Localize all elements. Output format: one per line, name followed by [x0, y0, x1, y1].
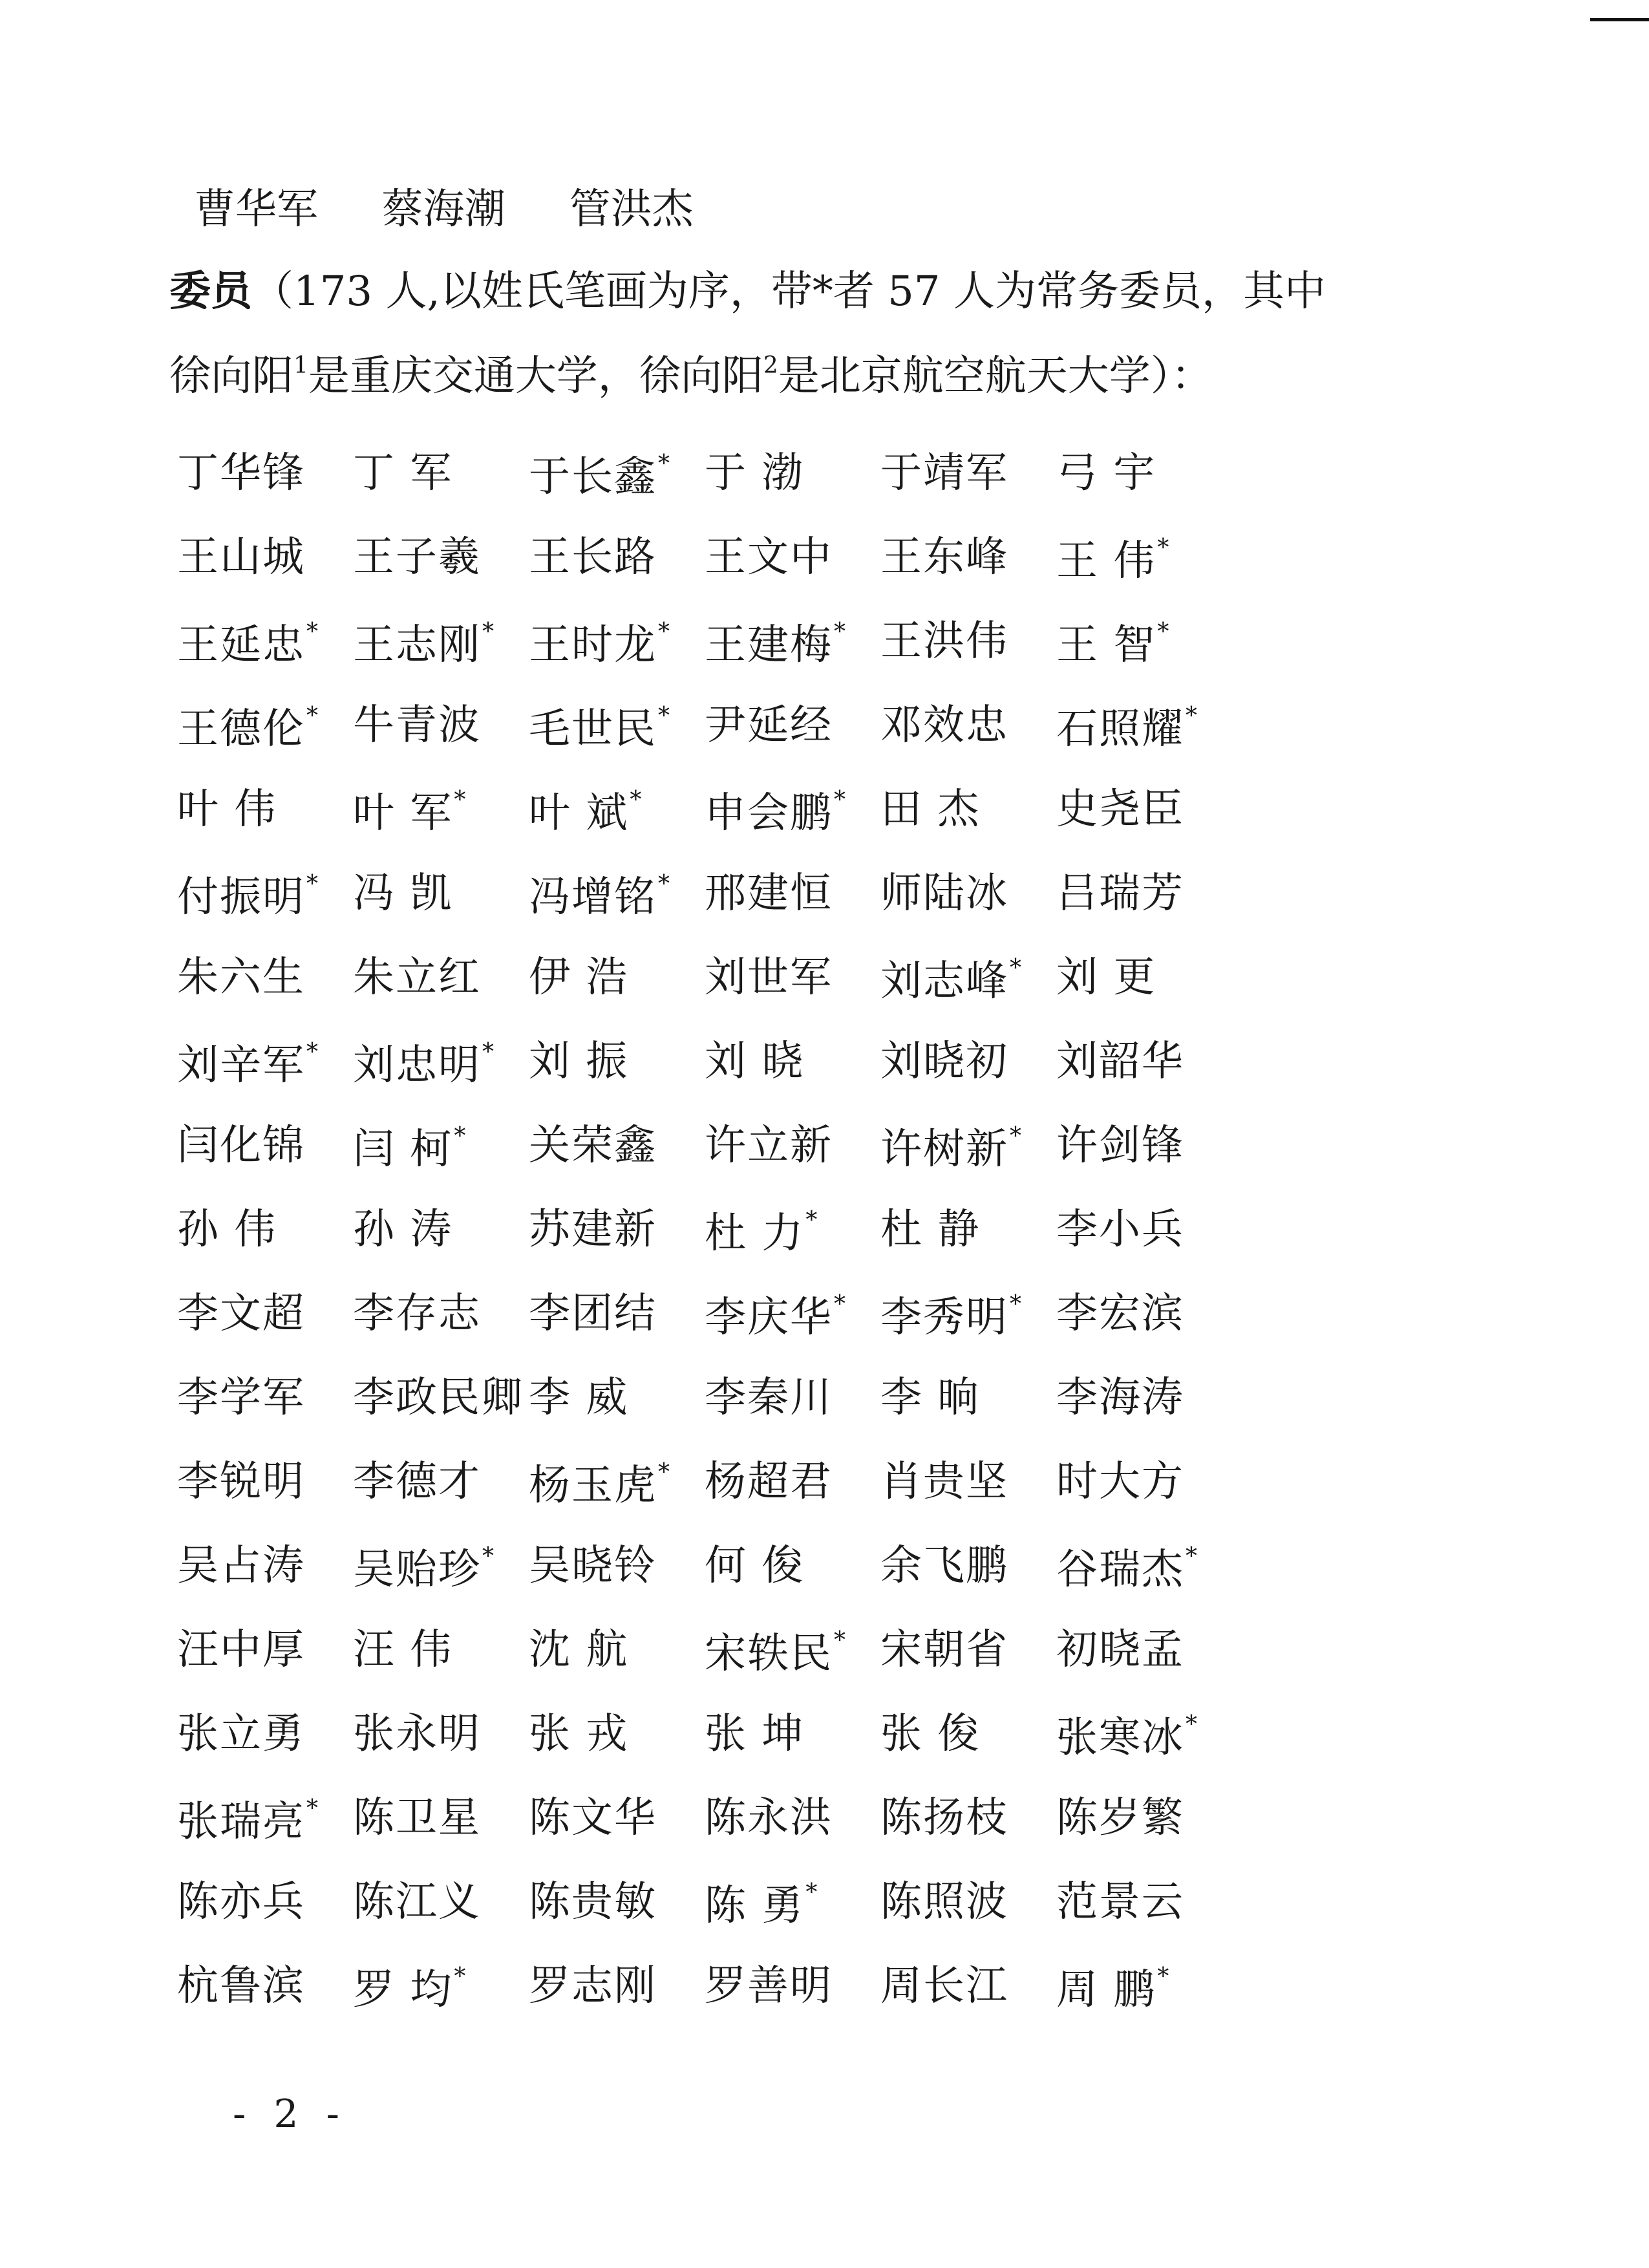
member-name: [1056, 1543, 1232, 1594]
member-name-text: 李 威: [529, 1374, 629, 1422]
member-name: [353, 1458, 529, 1506]
member-row: [177, 1878, 1405, 1933]
member-name: [1056, 954, 1232, 1001]
member-name-text: 丁 军: [353, 449, 453, 497]
member-name: [353, 1123, 529, 1173]
member-name-text: 孙 伟: [177, 1206, 277, 1254]
member-name-text: 刘晓初: [880, 1038, 1008, 1086]
member-name-text: 吴贻珍: [353, 1546, 481, 1594]
vice-chair-name: 蔡海潮: [381, 186, 506, 233]
member-name-text: 尹延经: [705, 701, 833, 749]
member-name-text: 陈岁繁: [1056, 1794, 1184, 1842]
member-name-text: 石照耀: [1056, 705, 1184, 753]
member-name: [880, 533, 1056, 581]
member-name: [529, 703, 705, 753]
member-name-text: 毛世民: [529, 705, 657, 753]
member-name-text: 王延忠: [177, 621, 305, 669]
member-name: [705, 1122, 880, 1170]
member-name-text: 刘 晓: [705, 1038, 805, 1086]
member-name: [177, 1878, 353, 1926]
member-name-text: 许立新: [705, 1122, 833, 1170]
member-name: [1056, 1626, 1232, 1674]
member-row: [177, 954, 1405, 1009]
member-name: [1056, 1290, 1232, 1338]
member-name-text: 李秦川: [705, 1374, 833, 1422]
member-name-text: 叶 军: [353, 789, 453, 837]
member-name: [529, 787, 705, 837]
member-name-text: 刘志峰: [880, 957, 1008, 1005]
member-name: [880, 1878, 1056, 1926]
member-name-text: 刘 振: [529, 1038, 629, 1086]
member-name: [1056, 1374, 1232, 1422]
member-name: [880, 955, 1056, 1005]
member-name-text: 宋轶民: [705, 1630, 833, 1678]
member-name: [880, 1962, 1056, 2010]
member-name: [177, 1626, 353, 1674]
member-name: [353, 1794, 529, 1842]
member-name: [1056, 1122, 1232, 1170]
member-name-text: 闫 柯: [353, 1126, 453, 1173]
standing-member-star: *: [454, 1963, 466, 1990]
standing-member-star: *: [306, 871, 318, 897]
member-name: [705, 787, 880, 837]
member-name-text: 李秀明: [880, 1294, 1008, 1342]
member-name: [529, 1878, 705, 1926]
member-row: [177, 1794, 1405, 1849]
member-name: [880, 1291, 1056, 1342]
member-name-text: 冯增铭: [529, 873, 657, 921]
vice-chair-line: [194, 186, 744, 233]
member-name: [880, 1374, 1056, 1422]
standing-member-star: *: [630, 787, 642, 813]
standing-member-star: *: [834, 1291, 846, 1318]
standing-member-star: *: [1157, 619, 1169, 645]
member-name-text: 伊 浩: [529, 954, 629, 1001]
member-name: [705, 533, 880, 581]
member-name-text: 李宏滨: [1056, 1290, 1184, 1338]
standing-member-star: *: [805, 1207, 818, 1234]
member-name-text: 苏建新: [529, 1206, 657, 1254]
standing-member-star: *: [834, 1627, 846, 1654]
member-name: [705, 1627, 880, 1678]
standing-member-star: *: [306, 619, 318, 645]
member-row: [177, 449, 1405, 504]
member-row: [177, 701, 1405, 756]
member-name-text: 周长江: [880, 1962, 1008, 2010]
member-row: [177, 1626, 1405, 1681]
standing-member-star: *: [482, 1543, 494, 1570]
member-name: [1056, 1963, 1232, 2014]
member-name: [1056, 703, 1232, 753]
standing-member-star: *: [658, 871, 670, 897]
member-name-text: 王山城: [177, 533, 305, 581]
member-name-text: 师陆冰: [880, 870, 1008, 917]
member-name-text: 孙 涛: [353, 1206, 453, 1254]
corner-rule: [1590, 18, 1649, 21]
member-row: [177, 617, 1405, 672]
member-row: [177, 1290, 1405, 1345]
member-name: [177, 954, 353, 1001]
member-name: [1056, 1458, 1232, 1506]
member-name: [353, 1039, 529, 1089]
member-name: [529, 1962, 705, 2010]
member-name-text: 吴占涛: [177, 1542, 305, 1590]
member-name: [880, 1542, 1056, 1590]
member-name: [1056, 1878, 1232, 1926]
member-name: [880, 1794, 1056, 1842]
member-name-text: 陈 勇: [705, 1882, 805, 1930]
member-name: [353, 619, 529, 669]
member-name-text: 肖贵坚: [880, 1458, 1008, 1506]
member-name: [880, 1626, 1056, 1674]
member-name-text: 刘韶华: [1056, 1038, 1184, 1086]
standing-member-star: *: [834, 619, 846, 645]
member-name-text: 王长路: [529, 533, 657, 581]
member-name-text: 罗 均: [353, 1966, 453, 2014]
member-name: [705, 1458, 880, 1506]
member-name: [705, 1794, 880, 1842]
member-name-text: 王建梅: [705, 621, 833, 669]
member-name: [353, 1626, 529, 1674]
member-name-text: 张瑞亮: [177, 1798, 305, 1846]
member-name: [177, 1122, 353, 1170]
standing-member-star: *: [658, 451, 670, 477]
member-name-text: 关荣鑫: [529, 1122, 657, 1170]
member-name: [353, 533, 529, 581]
standing-member-star: *: [306, 1039, 318, 1065]
member-row: [177, 1962, 1405, 2017]
member-name: [880, 786, 1056, 833]
member-name: [705, 701, 880, 749]
member-name: [529, 1122, 705, 1170]
member-name-text: 付振明: [177, 873, 305, 921]
member-name: [529, 1290, 705, 1338]
member-name: [1056, 619, 1232, 669]
member-row: [177, 1458, 1405, 1513]
member-name-text: 罗善明: [705, 1962, 833, 2010]
member-name: [353, 1290, 529, 1338]
member-name-text: 于长鑫: [529, 453, 657, 501]
member-name: [353, 449, 529, 497]
standing-member-star: *: [306, 703, 318, 729]
member-name-text: 李锐明: [177, 1458, 305, 1506]
member-name-text: 陈文华: [529, 1794, 657, 1842]
member-name-text: 杭鲁滨: [177, 1962, 305, 2010]
member-name-text: 王志刚: [353, 621, 481, 669]
standing-member-star: *: [1186, 703, 1197, 729]
member-name-text: 王子羲: [353, 533, 481, 581]
member-name: [705, 1207, 880, 1257]
member-name-text: 刘世军: [705, 954, 833, 1001]
member-name-text: 邓效忠: [880, 701, 1008, 749]
standing-member-star: *: [658, 703, 670, 729]
member-name: [880, 870, 1056, 917]
member-name: [705, 449, 880, 497]
member-name: [705, 1542, 880, 1590]
member-name: [880, 449, 1056, 497]
member-name: [353, 787, 529, 837]
member-name-text: 李团结: [529, 1290, 657, 1338]
member-name: [177, 619, 353, 669]
member-name-text: 宋朝省: [880, 1626, 1008, 1674]
member-name-text: 邢建恒: [705, 870, 833, 917]
member-name-text: 吕瑞芳: [1056, 870, 1184, 917]
member-name: [529, 1794, 705, 1842]
standing-member-star: *: [1157, 535, 1169, 561]
member-name-text: 何 俊: [705, 1542, 805, 1590]
member-name-text: 李海涛: [1056, 1374, 1184, 1422]
member-name: [1056, 1794, 1232, 1842]
member-name-text: 陈贵敏: [529, 1878, 657, 1926]
member-name-text: 杜 力: [705, 1210, 805, 1257]
member-row: [177, 1038, 1405, 1093]
member-name-text: 陈永洪: [705, 1794, 833, 1842]
superscript-2: 2: [763, 352, 778, 379]
member-row: [177, 1206, 1405, 1261]
member-name: [529, 1626, 705, 1674]
member-name: [880, 617, 1056, 665]
member-name-text: 王 智: [1056, 621, 1156, 669]
member-name: [705, 954, 880, 1001]
member-name-text: 陈照波: [880, 1878, 1008, 1926]
member-name-text: 朱立红: [353, 954, 481, 1001]
member-name: [880, 1458, 1056, 1506]
member-name: [705, 1879, 880, 1930]
member-name-text: 范景云: [1056, 1878, 1184, 1926]
vice-chair-name: 曹华军: [194, 186, 318, 233]
member-name-text: 罗志刚: [529, 1962, 657, 2010]
member-name-text: 弓 宇: [1056, 449, 1156, 497]
member-name-text: 吴晓铃: [529, 1542, 657, 1590]
member-name-text: 陈亦兵: [177, 1878, 305, 1926]
standing-member-star: *: [482, 619, 494, 645]
member-name: [529, 619, 705, 669]
member-name-text: 沈 航: [529, 1626, 629, 1674]
member-name: [880, 1123, 1056, 1173]
member-name: [177, 1290, 353, 1338]
member-row: [177, 1374, 1405, 1429]
member-row: [177, 786, 1405, 840]
member-name-text: 申会鹏: [705, 789, 833, 837]
member-name: [705, 1962, 880, 2010]
standing-member-star: *: [1010, 955, 1021, 981]
member-name: [705, 1710, 880, 1758]
member-name-text: 陈扬枝: [880, 1794, 1008, 1842]
member-name-text: 许树新: [880, 1126, 1008, 1173]
standing-member-star: *: [1010, 1291, 1021, 1318]
member-name-text: 张永明: [353, 1710, 481, 1758]
member-name: [880, 1206, 1056, 1254]
member-name: [880, 701, 1056, 749]
standing-member-star: *: [658, 1459, 670, 1486]
member-name-text: 杜 静: [880, 1206, 981, 1254]
standing-member-star: *: [454, 787, 466, 813]
member-name: [529, 451, 705, 501]
member-name: [177, 1374, 353, 1422]
member-name-text: 李存志: [353, 1290, 481, 1338]
member-name-text: 刘辛军: [177, 1042, 305, 1089]
member-name: [177, 871, 353, 921]
member-name: [177, 786, 353, 833]
member-name-text: 李德才: [353, 1458, 481, 1506]
member-name-text: 李学军: [177, 1374, 305, 1422]
member-name-text: 冯 凯: [353, 870, 453, 917]
member-name-text: 朱六生: [177, 954, 305, 1001]
member-name: [705, 1374, 880, 1422]
member-name-text: 李 晌: [880, 1374, 981, 1422]
member-name-text: 于靖军: [880, 449, 1008, 497]
member-name: [353, 701, 529, 749]
member-name-text: 王东峰: [880, 533, 1008, 581]
member-name: [705, 870, 880, 917]
standing-member-star: *: [658, 619, 670, 645]
member-name-text: 叶 斌: [529, 789, 629, 837]
member-name-text: 刘 更: [1056, 954, 1156, 1001]
member-name: [353, 1543, 529, 1594]
member-name: [177, 1795, 353, 1846]
members-intro-line-2: [169, 352, 1213, 400]
member-name: [880, 1710, 1056, 1758]
member-name: [1056, 870, 1232, 917]
member-name-text: 陈江义: [353, 1878, 481, 1926]
member-name: [529, 954, 705, 1001]
members-intro-text: （173 人,以姓氏笔画为序，带*者 57 人为常务委员，其中: [252, 268, 1326, 316]
member-name-text: 张寒冰: [1056, 1714, 1184, 1762]
member-name: [705, 1038, 880, 1086]
member-name-text: 丁华锋: [177, 449, 305, 497]
member-name: [177, 1542, 353, 1590]
member-name: [529, 1206, 705, 1254]
intro-text-middle: 是重庆交通大学，徐向阳: [308, 352, 763, 400]
member-name: [529, 1374, 705, 1422]
member-name: [177, 1962, 353, 2010]
member-row: [177, 533, 1405, 588]
member-name: [177, 533, 353, 581]
member-name: [177, 449, 353, 497]
member-name: [177, 1710, 353, 1758]
member-name-text: 田 杰: [880, 786, 981, 833]
member-name: [529, 1710, 705, 1758]
member-name: [529, 1459, 705, 1510]
standing-member-star: *: [805, 1879, 818, 1906]
superscript-1: 1: [293, 352, 308, 379]
member-name: [529, 1542, 705, 1590]
member-name-text: 李政民卿: [353, 1374, 524, 1422]
member-name: [1056, 1711, 1232, 1762]
members-intro-line-1: [169, 268, 1326, 316]
standing-member-star: *: [306, 1795, 318, 1822]
member-name-text: 刘忠明: [353, 1042, 481, 1089]
member-name: [177, 1039, 353, 1089]
member-name: [529, 871, 705, 921]
member-name: [177, 1458, 353, 1506]
member-name: [353, 1878, 529, 1926]
member-name: [1056, 1206, 1232, 1254]
member-name-text: 王 伟: [1056, 537, 1156, 585]
standing-member-star: *: [1186, 1711, 1197, 1738]
member-name-text: 时大方: [1056, 1458, 1184, 1506]
member-name: [353, 1374, 529, 1422]
intro-name-xu-1: 徐向阳: [169, 352, 293, 400]
member-name-text: 许剑锋: [1056, 1122, 1184, 1170]
member-name-text: 牛青波: [353, 701, 481, 749]
member-name-text: 王洪伟: [880, 617, 1008, 665]
member-name: [353, 870, 529, 917]
member-name-text: 李小兵: [1056, 1206, 1184, 1254]
member-name-text: 杨超君: [705, 1458, 833, 1506]
member-row: [177, 1542, 1405, 1597]
member-name-text: 李庆华: [705, 1294, 833, 1342]
page-number: - 2 -: [233, 2091, 347, 2137]
member-name-text: 张 戎: [529, 1710, 629, 1758]
member-name: [1056, 449, 1232, 497]
member-name-text: 王文中: [705, 533, 833, 581]
member-name-text: 汪中厚: [177, 1626, 305, 1674]
member-name-text: 闫化锦: [177, 1122, 305, 1170]
standing-member-star: *: [1157, 1963, 1169, 1990]
member-name: [353, 1710, 529, 1758]
member-name-text: 史尧臣: [1056, 786, 1184, 833]
standing-member-star: *: [834, 787, 846, 813]
member-name: [529, 533, 705, 581]
vice-chair-name: 管洪杰: [569, 186, 694, 233]
member-row: [177, 870, 1405, 925]
member-name: [1056, 1038, 1232, 1086]
standing-member-star: *: [1010, 1123, 1021, 1150]
standing-member-star: *: [454, 1123, 466, 1150]
member-name: [1056, 786, 1232, 833]
member-name: [177, 703, 353, 753]
member-name-text: 杨玉虎: [529, 1462, 657, 1510]
member-name-text: 余飞鹏: [880, 1542, 1008, 1590]
member-name: [1056, 535, 1232, 585]
intro-text-end: 是北京航空航天大学）：: [778, 352, 1213, 400]
standing-member-star: *: [1186, 1543, 1197, 1570]
member-name-text: 王时龙: [529, 621, 657, 669]
member-name: [353, 1963, 529, 2014]
member-name: [177, 1206, 353, 1254]
member-name-text: 汪 伟: [353, 1626, 453, 1674]
member-row: [177, 1710, 1405, 1765]
member-name: [880, 1038, 1056, 1086]
member-name-text: 初晓孟: [1056, 1626, 1184, 1674]
member-name-text: 李文超: [177, 1290, 305, 1338]
member-name-text: 谷瑞杰: [1056, 1546, 1184, 1594]
member-name-text: 王德伦: [177, 705, 305, 753]
member-name-text: 陈卫星: [353, 1794, 481, 1842]
members-heading: 委员: [169, 268, 252, 316]
member-name: [353, 1206, 529, 1254]
member-name: [705, 1291, 880, 1342]
member-name-text: 周 鹏: [1056, 1966, 1156, 2014]
member-name-text: 叶 伟: [177, 786, 277, 833]
member-name-text: 张立勇: [177, 1710, 305, 1758]
member-name-text: 于 渤: [705, 449, 805, 497]
standing-member-star: *: [482, 1039, 494, 1065]
member-name-text: 张 俊: [880, 1710, 981, 1758]
member-name: [529, 1038, 705, 1086]
member-row: [177, 1122, 1405, 1177]
member-name: [353, 954, 529, 1001]
member-name: [705, 619, 880, 669]
member-name-text: 张 坤: [705, 1710, 805, 1758]
